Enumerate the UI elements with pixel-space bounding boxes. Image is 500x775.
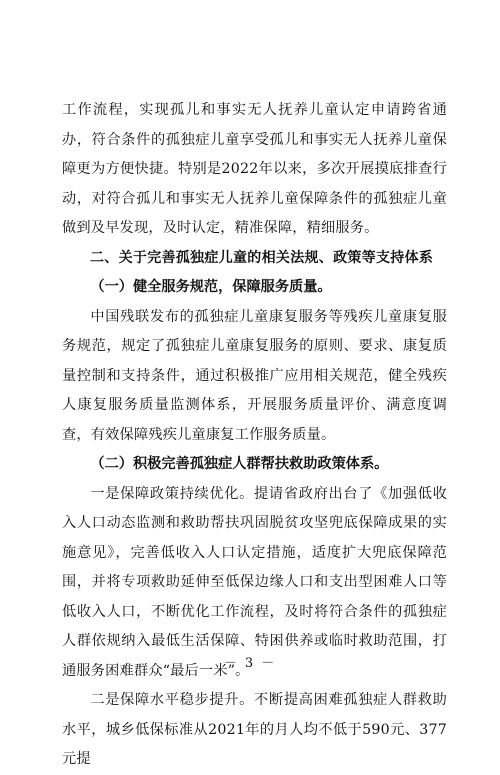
paragraph-policy-optimization: 一是保障政策持续优化。提请省政府出台了《加强低收入人口动态监测和救助帮扶巩固脱贫攻坚兜底保障成果的实施意见》，完善低收入人口认定措施，适度扩大兜底保障范围，并将专项救助延伸至低保边缘人口和支出型困难人口等低收入人口，不断优化工作流程，及时将符合条件的孤独症人群依规纳入最低生活保障、特困供养或临时救助范围，打通服务困难群众“最后一米”。: [62, 485, 447, 679]
paragraph-continuation: 工作流程，实现孤儿和事实无人抚养儿童认定申请跨省通办，符合条件的孤独症儿童享受孤儿和事实无人抚养儿童保障更为方便快捷。特别是2022年以来，多次开展摸底排查行动，对符合孤儿和事实无人抚养儿童保障条件的孤独症儿童做到及早发现，及时认定，精准保障，精细服务。: [62, 102, 447, 236]
section-heading: 二、关于完善孤独症儿童的相关法规、政策等支持体系: [90, 249, 434, 266]
page-number: － 3 －: [223, 656, 277, 671]
subsection-heading-2: （二）积极完善孤独症人群帮扶救助政策体系。: [90, 456, 389, 472]
subsection-heading-1: （一）健全服务规范，保障服务质量。: [90, 279, 332, 295]
paragraph-security-level: 二是保障水平稳步提升。不断提高困难孤独症人群救助水平，城乡低保标准从2021年的月人均不低于590元、377元提: [62, 692, 447, 767]
paragraph-service-standards: 中国残联发布的孤独症儿童康复服务等残疾儿童康复服务规范，规定了孤独症儿童康复服务的原则、要求、康复质量控制和支持条件，通过积极推广应用相关规范，健全残疾人康复服务质量监测体系，开展服务质量评价、满意度调查，有效保障残疾儿童康复工作服务质量。: [62, 308, 447, 443]
document-body: [62, 96, 447, 775]
